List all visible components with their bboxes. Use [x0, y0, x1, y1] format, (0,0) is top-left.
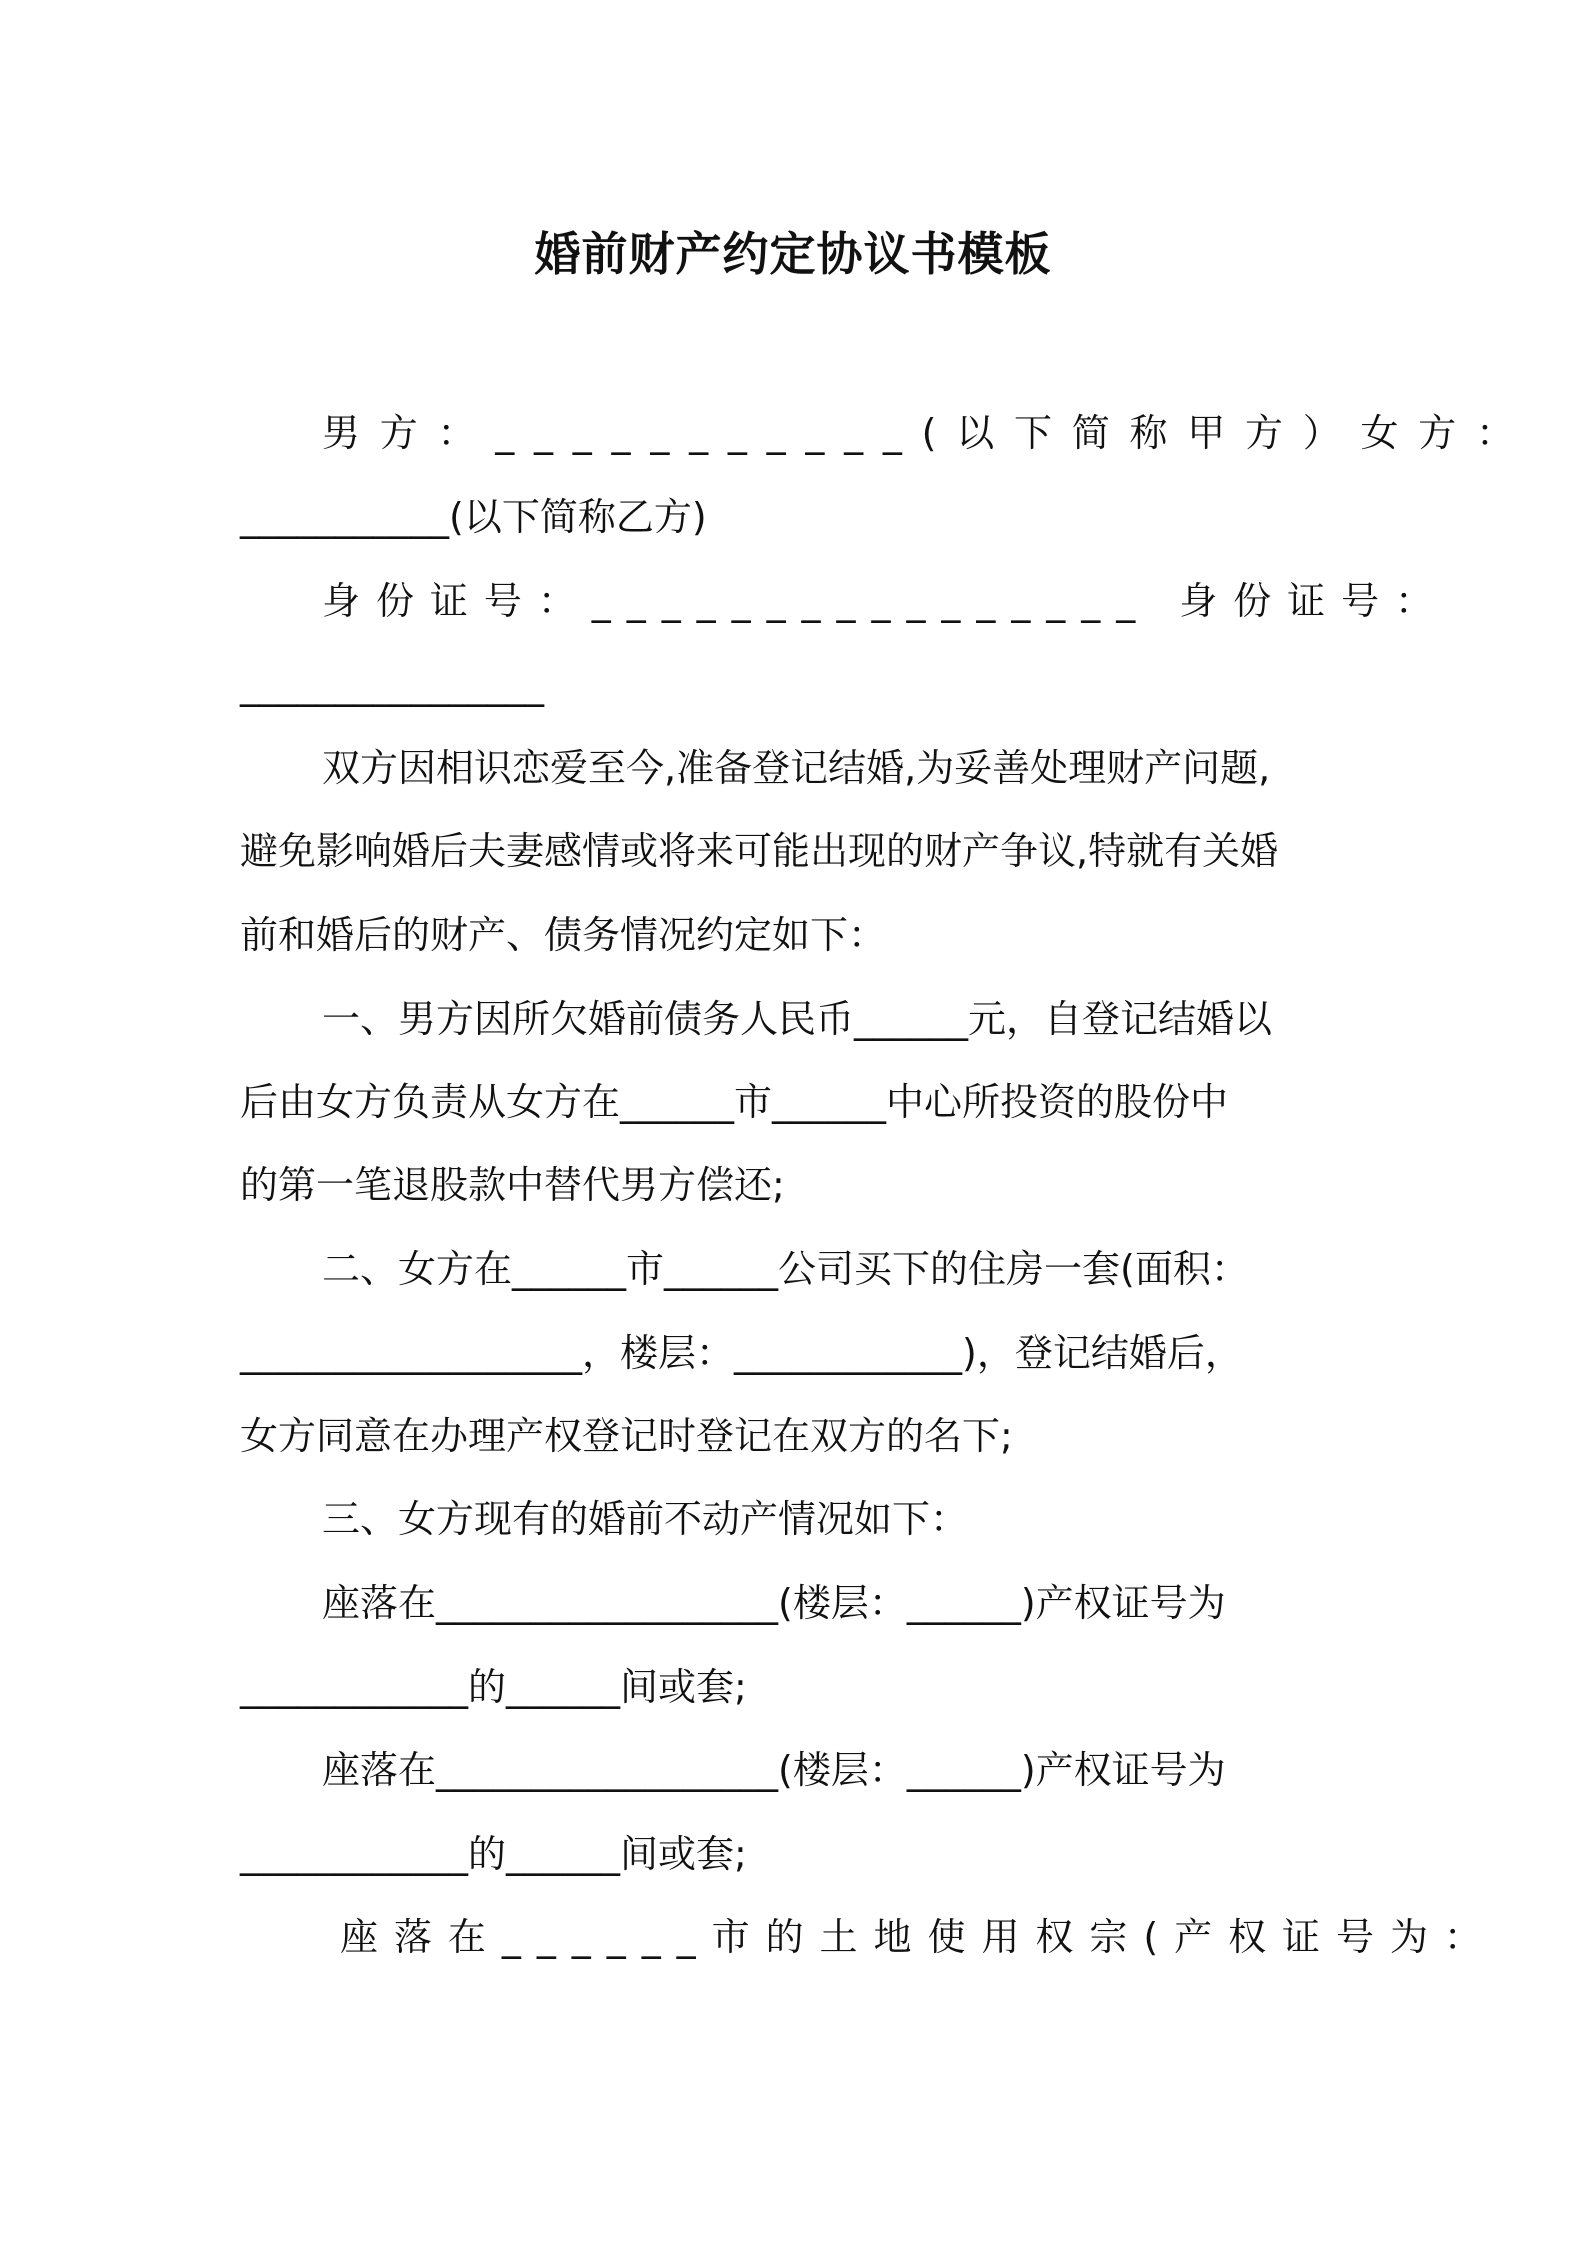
clause-two-line: __________________，楼层：____________)，登记结婚后，: [240, 1331, 1243, 1375]
clause-two-line: 女方同意在办理产权登记时登记在双方的名下;: [240, 1414, 1013, 1458]
document-title: 婚前财产约定协议书模板: [534, 227, 1052, 281]
party-female-line: ___________(以下简称乙方): [240, 495, 707, 539]
paragraph-line: 双方因相识恋爱至今,准备登记结婚,为妥善处理财产问题,: [322, 746, 1271, 790]
party-male-line: 男方：___________(以下简称甲方）女方：: [322, 411, 1534, 455]
clause-one-line: 后由女方负责从女方在______市______中心所投资的股份中: [240, 1080, 1229, 1124]
id-number-blank-line: ________________: [240, 663, 544, 707]
clause-one-line: 一、男方因所欠婚前债务人民币______元，自登记结婚以: [322, 997, 1273, 1041]
property-line: ____________的______间或套;: [240, 1665, 747, 1709]
paragraph-line: 避免影响婚后夫妻感情或将来可能出现的财产争议,特就有关婚: [240, 829, 1279, 873]
id-number-line: 身份证号：________________ 身份证号：: [322, 579, 1449, 623]
clause-two-line: 二、女方在______市______公司买下的住房一套(面积：: [322, 1247, 1249, 1291]
property-line: 座落在__________________(楼层：______)产权证号为: [322, 1581, 1226, 1625]
paragraph-line: 前和婚后的财产、债务情况约定如下：: [240, 913, 887, 957]
land-use-line: 座落在______市的土地使用权宗(产权证号为：: [340, 1915, 1498, 1959]
property-line: 座落在__________________(楼层：______)产权证号为: [322, 1748, 1226, 1792]
property-line: ____________的______间或套;: [240, 1832, 747, 1876]
clause-three-heading: 三、女方现有的婚前不动产情况如下：: [322, 1497, 969, 1541]
clause-one-line: 的第一笔退股款中替代男方偿还;: [240, 1163, 785, 1207]
